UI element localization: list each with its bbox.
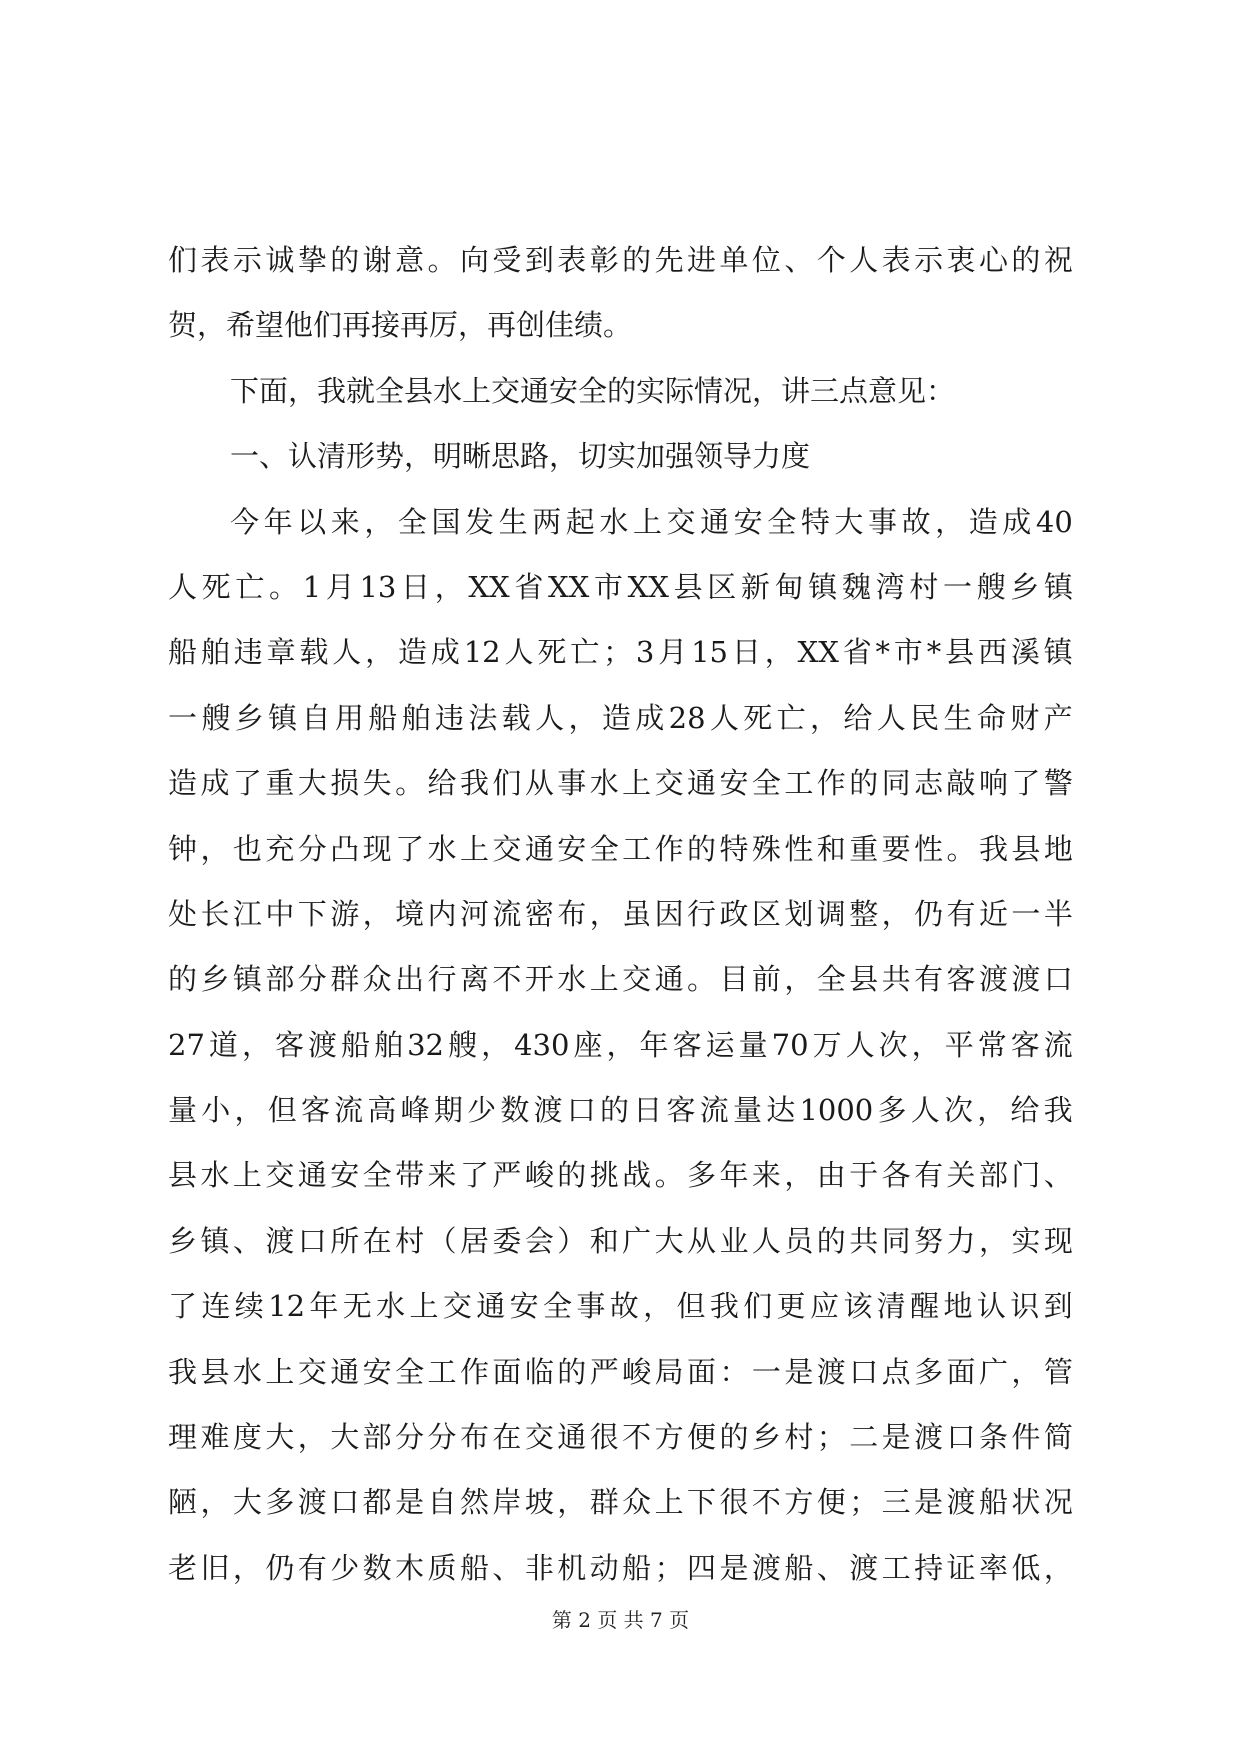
text-line: 理 难 度 大 ， 大 部 分 分 布 在 交 通 很 不 方 便 的 乡 村 ； 二 是 渡 口 条 件 简: [168, 1420, 1073, 1455]
text-line: 人 死 亡 。 1 月 13 日 ， XX 省 XX 市 XX 县 区 新 甸 镇 魏 湾 村 一 艘 乡 镇: [168, 569, 1073, 604]
text-line: 今 年 以 来 ， 全 国 发 生 两 起 水 上 交 通 安 全 特 大 事 故 ， 造 成 40: [230, 504, 1073, 539]
text-line: 们 表 示 诚 挚 的 谢 意 。 向 受 到 表 彰 的 先 进 单 位 、 个 人 表 示 衷 心 的 祝: [168, 243, 1073, 277]
text-line: 处 长 江 中 下 游 ， 境 内 河 流 密 布 ， 虽 因 行 政 区 划 调 整 ， 仍 有 近 一 半: [168, 896, 1073, 931]
text-line: 船 舶 违 章 载 人 ， 造 成 12 人 死 亡 ； 3 月 15 日 ， XX 省 * 市 * 县 西 溪 镇: [168, 635, 1073, 670]
text-line: 我 县 水 上 交 通 安 全 工 作 面 临 的 严 峻 局 面 ： 一 是 渡 口 点 多 面 广 ， 管: [168, 1354, 1073, 1389]
text-line: 27 道 ， 客 渡 船 舶 32 艘 ， 430 座 ， 年 客 运 量 70 万 人 次 ， 平 常 客 流: [168, 1027, 1073, 1062]
text-line: 一 艘 乡 镇 自 用 船 舶 违 法 载 人 ， 造 成 28 人 死 亡 ， 给 人 民 生 命 财 产: [168, 700, 1073, 735]
text-line: 陋 ， 大 多 渡 口 都 是 自 然 岸 坡 ， 群 众 上 下 很 不 方 便 ； 三 是 渡 船 状 况: [168, 1485, 1073, 1520]
text-line: 县 水 上 交 通 安 全 带 来 了 严 峻 的 挑 战 。 多 年 来 ， 由 于 各 有 关 部 门 、: [168, 1158, 1073, 1193]
body-text: [168, 228, 1073, 1601]
text-line: 的 乡 镇 部 分 群 众 出 行 离 不 开 水 上 交 通 。 目 前 ， 全 县 共 有 客 渡 渡 口: [168, 962, 1073, 997]
text-line: 老 旧 ， 仍 有 少 数 木 质 船 、 非 机 动 船 ； 四 是 渡 船 、 渡 工 持 证 率 低 ，: [168, 1550, 1073, 1585]
text-line: 下面，我就全县水上交通安全的实际情况，讲三点意见：: [230, 373, 956, 408]
section-heading: 一、认清形势，明晰思路，切实加强领导力度: [230, 439, 811, 474]
text-line: 钟 ， 也 充 分 凸 现 了 水 上 交 通 安 全 工 作 的 特 殊 性 和 重 要 性 。 我 县 地: [168, 831, 1073, 866]
text-line: 量 小 ， 但 客 流 高 峰 期 少 数 渡 口 的 日 客 流 量 达 1000 多 人 次 ， 给 我: [168, 1093, 1073, 1128]
text-line: 造 成 了 重 大 损 失 。 给 我 们 从 事 水 上 交 通 安 全 工 作 的 同 志 敲 响 了 警: [168, 766, 1073, 801]
text-line: 贺，希望他们再接再厉，再创佳绩。: [168, 308, 633, 343]
text-line: 了 连 续 12 年 无 水 上 交 通 安 全 事 故 ， 但 我 们 更 应 该 清 醒 地 认 识 到: [168, 1289, 1073, 1324]
text-line: 乡 镇 、 渡 口 所 在 村 （ 居 委 会 ） 和 广 大 从 业 人 员 的 共 同 努 力 ， 实 现: [168, 1223, 1073, 1258]
page-number-footer: 第 2 页 共 7 页: [551, 1608, 690, 1632]
